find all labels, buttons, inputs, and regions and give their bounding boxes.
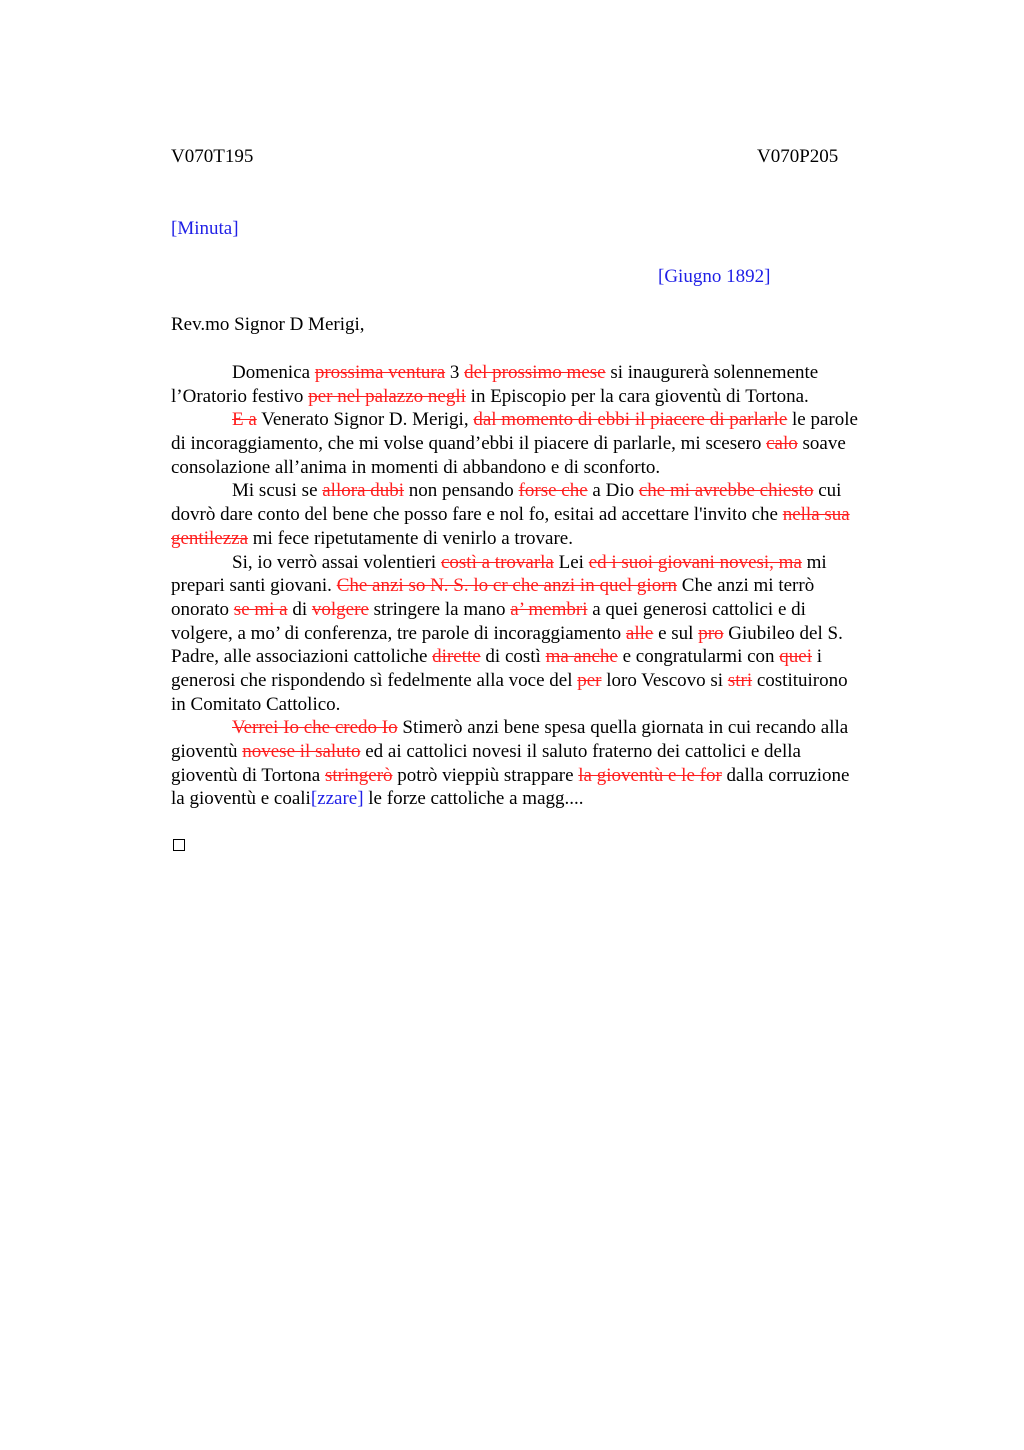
text-segment: soave [797,433,846,455]
deleted-text: prossima ventura [314,362,446,383]
text-line [171,361,918,385]
text-segment: stringere la mano [368,598,511,620]
text-segment: Giubileo del S. [723,622,843,644]
editorial-insertion: [zzare] [310,788,364,810]
text-line [171,740,918,764]
text-segment: prepari santi giovani. [171,575,337,597]
salutation: Rev.mo Signor D Merigi, [171,314,365,335]
deleted-text: la gioventù e le for [578,764,722,786]
text-line [171,432,918,456]
text-segment: Mi scusi se [232,480,323,502]
text-segment: le parole [787,409,858,431]
text-line [171,479,918,503]
text-segment: gioventù di Tortona [171,764,325,786]
text-segment: gioventù [171,741,243,762]
text-segment: non pensando [404,480,519,502]
document-code-left: V070T195 [171,146,254,167]
text-line [171,764,918,788]
deleted-text: per nel palazzo negli [308,385,466,407]
deleted-text: per [577,669,602,691]
text-line [171,408,918,432]
text-line [171,622,918,646]
text-segment: potrò vieppiù strappare [392,764,579,786]
text-segment: loro Vescovo si [601,669,728,691]
text-line [171,645,918,669]
text-line [171,716,918,740]
deleted-text: ed i suoi giovani novesi, ma [588,551,802,573]
deleted-text: se mi a [233,598,288,620]
text-line [171,787,918,811]
text-line [171,693,918,717]
letter-body [171,361,918,811]
deleted-text: volgere [311,598,369,620]
deleted-text: allora dubi [322,480,405,502]
deleted-text: ma anche [545,646,618,668]
text-segment: costituirono [752,669,848,691]
letter-date: [Giugno 1892] [658,266,771,287]
text-line [171,503,918,527]
text-segment: Domenica [232,362,315,383]
text-segment: in Episcopio per la cara gioventù di Tortona. [465,385,809,407]
text-line [171,385,918,409]
text-segment: di [287,598,312,620]
end-box-icon [173,839,185,851]
deleted-text: alle [625,622,654,644]
deleted-text: stringerò [325,764,393,786]
text-segment: volgere, a mo’ di conferenza, tre parole di incoraggiamento [171,622,626,644]
text-segment: generosi che rispondendo sì fedelmente alla voce del [171,669,578,691]
text-segment: cui [813,480,842,502]
text-segment: i [812,646,823,668]
text-segment: Stimerò anzi bene spesa quella giornata in cui recando alla [397,717,849,739]
text-segment: di costì [480,646,546,668]
text-segment: a quei generosi cattolici e di [587,598,806,620]
text-segment: Venerato Signor D. Merigi, [256,409,474,431]
text-segment: consolazione all’anima in momenti di abbandono e di sconforto. [171,456,661,478]
deleted-text: Verrei Io che credo Io [232,717,398,739]
deleted-text: quei [779,646,813,668]
text-line [171,527,918,551]
text-segment: mi [801,551,827,573]
text-segment: si inaugurerà solennemente [605,362,819,383]
text-segment: le forze cattoliche a magg.... [363,788,584,810]
deleted-text: novese il saluto [242,741,361,762]
document-code-right: V070P205 [757,146,839,167]
text-segment: l’Oratorio festivo [171,385,309,407]
text-segment: onorato [171,598,234,620]
deleted-text: pro [698,622,724,644]
text-segment: dalla corruzione [721,764,850,786]
deleted-text: gentilezza [171,527,249,549]
deleted-text: stri [727,669,753,691]
text-segment: Padre, alle associazioni cattoliche [171,646,433,668]
deleted-text: del prossimo mese [464,362,606,383]
text-segment: di incoraggiamento, che mi volse quand’ebbi il piacere di parlarle, mi scesero [171,433,767,455]
text-segment: dovrò dare conto del bene che posso fare e nol fo, esitai ad accettare l'invito che [171,504,783,526]
deleted-text: forse che [518,480,588,502]
text-segment: mi fece ripetutamente di venirlo a trovare. [248,527,573,549]
text-line [171,598,918,622]
deleted-text: E a [232,409,257,431]
minuta-label: [Minuta] [171,218,239,239]
deleted-text: dal momento di ebbi il piacere di parlarle [473,409,788,431]
text-segment: ed ai cattolici novesi il saluto fraterno dei cattolici e della [360,741,801,762]
text-segment: in Comitato Cattolico. [171,693,341,715]
text-line [171,456,918,480]
text-line [171,574,918,598]
deleted-text: Che anzi so N. S. lo cr che anzi in quel giorn [336,575,678,597]
text-segment: a Dio [587,480,639,502]
deleted-text: dirette [432,646,481,668]
deleted-text: nella sua [782,504,850,526]
text-segment: 3 [445,362,465,383]
deleted-text: costì a trovarla [440,551,554,573]
deleted-text: calo [766,433,798,455]
text-line [171,551,918,575]
text-segment: la gioventù e coali [171,788,311,810]
text-segment: Lei [553,551,589,573]
text-line [171,669,918,693]
text-segment: Si, io verrò assai volentieri [232,551,441,573]
text-segment: e congratularmi con [617,646,780,668]
text-segment: Che anzi mi terrò [677,575,815,597]
deleted-text: a’ membri [510,598,588,620]
text-segment: e sul [653,622,699,644]
deleted-text: che mi avrebbe chiesto [638,480,814,502]
